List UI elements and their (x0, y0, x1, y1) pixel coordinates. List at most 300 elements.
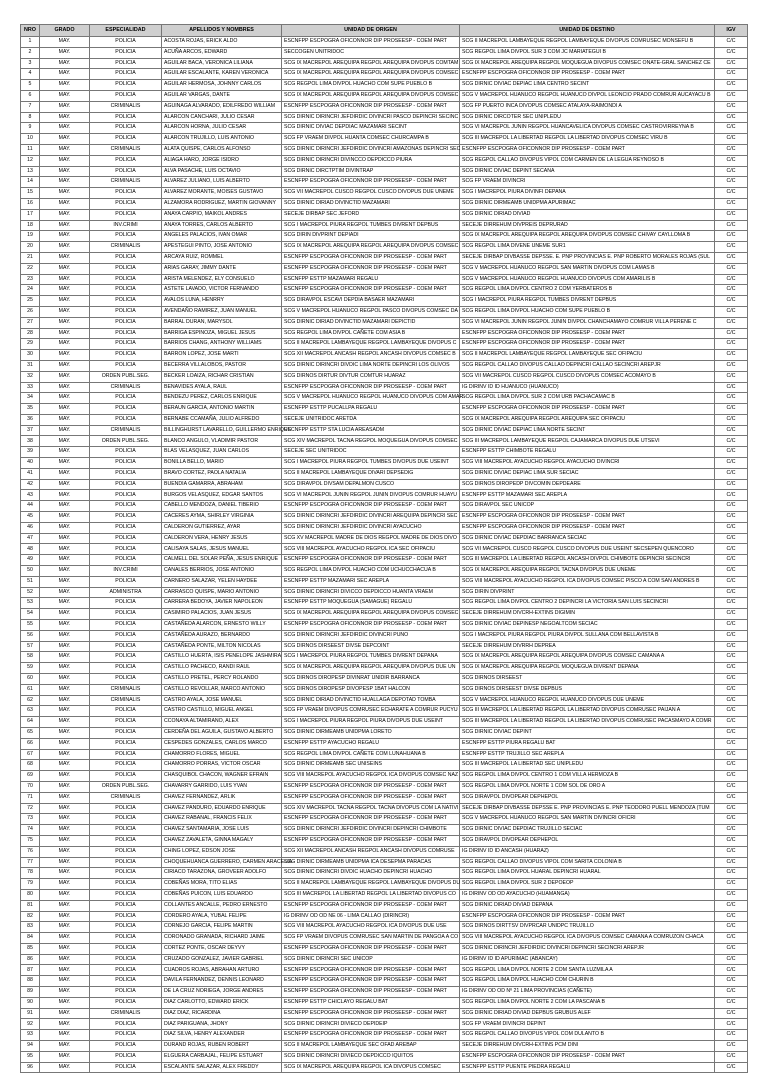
cell-unidad-destino: ESCNFPP ESCPOGRA OFICONNOR DIP PROSEESP - COEM PART (460, 512, 715, 523)
cell-unidad-origen: ESCNFPP ESCPOGRA OFICONNOR DIP PROSEESP - COEM PART (282, 501, 460, 512)
cell-nro: 39 (21, 447, 40, 458)
cell-name: ANAYA CARPIO, MAIKOL ANDRES (162, 209, 282, 220)
cell-grado: MAY. (40, 328, 90, 339)
table-row (21, 965, 748, 976)
cell-nro: 5 (21, 80, 40, 91)
cell-name: ALARCON TRUJILLO, LUIS ANTONIO (162, 134, 282, 145)
table-row (21, 414, 748, 425)
cell-igv: C/C (715, 274, 748, 285)
cell-especialidad: POLICIA (90, 555, 162, 566)
cell-name: AGUINAGA ALVARADO, EDILFREDO WILLIAM (162, 101, 282, 112)
cell-unidad-destino: SCG REGPOL LIMA DIVPOL SUR 2 DEPOEOP (460, 879, 715, 890)
table-row (21, 382, 748, 393)
cell-grado: MAY. (40, 900, 90, 911)
cell-unidad-origen: SCG DIRNIC DIRMEAMB UNIDPMA LORETO (282, 727, 460, 738)
table-row (21, 803, 748, 814)
cell-name: ARCAYA RUIZ, ROMMEL (162, 252, 282, 263)
cell-igv: C/C (715, 760, 748, 771)
table-row (21, 533, 748, 544)
cell-igv: C/C (715, 900, 748, 911)
cell-unidad-origen: SCG DIRNIC DIRINCRI DIVDIC HUACHO DEPINCRI HUACHO (282, 868, 460, 879)
cell-especialidad: POLICIA (90, 360, 162, 371)
cell-nro: 38 (21, 436, 40, 447)
cell-unidad-origen: ESCNFPP ESTTP MOQUEGUA (SAMAGUE) REGALU (282, 598, 460, 609)
cell-especialidad: POLICIA (90, 1019, 162, 1030)
cell-unidad-origen: SCG DIRNIC DIRINCRI DIVIECO DEPIDEIP (282, 1019, 460, 1030)
cell-especialidad: CRIMINALIS (90, 695, 162, 706)
cell-especialidad: POLICIA (90, 630, 162, 641)
cell-especialidad: POLICIA (90, 285, 162, 296)
cell-unidad-origen: SCG II MACREPOL LAMBAYEQUE REGPOL LAMBAYEQUE DIVOPUS C (282, 339, 460, 350)
cell-unidad-origen: SCG REGPOL LIMA DIVPOL HUACHO COM SUPE PUEBLO B (282, 80, 460, 91)
table-row (21, 576, 748, 587)
cell-nro: 18 (21, 220, 40, 231)
cell-especialidad: POLICIA (90, 490, 162, 501)
cell-especialidad: POLICIA (90, 673, 162, 684)
cell-name: CHING LOPEZ, EDSON JOSE (162, 846, 282, 857)
cell-especialidad: POLICIA (90, 479, 162, 490)
cell-unidad-origen: ESCNFPP ESCPOGRA OFICONNOR DIP PROSEESP - COEM PART (282, 781, 460, 792)
cell-especialidad: POLICIA (90, 641, 162, 652)
cell-name: CORDERO AYALA, YUBAL FELIPE (162, 911, 282, 922)
cell-unidad-destino: SECEJE DIRREHUM DIVPREIS DEPRURAD (460, 220, 715, 231)
cell-unidad-origen: ESCNFPP ESCPOGRA OFICONNOR DIP PROSEESP - COEM PART (282, 382, 460, 393)
cell-name: CASTAÑEDA PONTE, MILTON NICOLAS (162, 641, 282, 652)
cell-unidad-origen: SECEJE UNITRIDOC ARETDA (282, 414, 460, 425)
cell-name: CASTAÑEDA ALARCON, ERNESTO WILLY (162, 619, 282, 630)
cell-especialidad: POLICIA (90, 997, 162, 1008)
cell-unidad-origen: ESCNFPP ESCPOGRA OFICONNOR DIP PROSEESP - COEM PART (282, 101, 460, 112)
cell-especialidad: POLICIA (90, 879, 162, 890)
cell-especialidad: POLICIA (90, 252, 162, 263)
cell-nro: 94 (21, 1041, 40, 1052)
cell-unidad-destino: ESCNFPP ESCPOGRA OFICONNOR DIP PROSEESP - COEM PART (460, 1051, 715, 1062)
cell-especialidad: POLICIA (90, 846, 162, 857)
cell-unidad-destino: SCG DIRNOS DIRSEEST (460, 673, 715, 684)
cell-name: BILLINGHURST LAVARELLO, GUILLERMO ENRIQUE (162, 425, 282, 436)
cell-unidad-origen: SCG IX MACREPOL AREQUIPA REGPOL AREQUIPA DIVOPUS COMSEC (282, 609, 460, 620)
cell-especialidad: POLICIA (90, 619, 162, 630)
cell-unidad-origen: ESCNFPP ESTTP AYACUCHO REGALU (282, 738, 460, 749)
table-row (21, 458, 748, 469)
cell-nro: 15 (21, 188, 40, 199)
cell-nro: 62 (21, 695, 40, 706)
cell-nro: 20 (21, 242, 40, 253)
cell-igv: C/C (715, 987, 748, 998)
cell-nro: 56 (21, 630, 40, 641)
cell-unidad-destino: SCG DIRNIC DIRIAD DIVIAD DEPBUS GRUBUS ALEF (460, 1008, 715, 1019)
cell-unidad-origen: ESCNFPP ESCPOGRA OFICONNOR DIP PROSEESP - COEM PART (282, 1008, 460, 1019)
cell-name: CASTRO CASTILLO, MIGUEL ANGEL (162, 706, 282, 717)
table-row (21, 285, 748, 296)
cell-unidad-origen: SCG DIRNIC DIRINCRI DIVICCO DEPDICCO HUANTA VRAEM (282, 587, 460, 598)
cell-igv: C/C (715, 792, 748, 803)
cell-igv: C/C (715, 112, 748, 123)
table-row (21, 943, 748, 954)
cell-unidad-destino: SCG DIRNIC DIVIAC DEPINESP NEGOALTCOM SECIAC (460, 619, 715, 630)
cell-name: AVENDAÑO RAMIREZ, JUAN MANUEL (162, 306, 282, 317)
cell-unidad-destino: ESCNFPP ESCPOGRA OFICONNOR DIP PROSEESP - COEM PART (460, 69, 715, 80)
cell-igv: C/C (715, 285, 748, 296)
cell-igv: C/C (715, 1030, 748, 1041)
cell-especialidad: POLICIA (90, 943, 162, 954)
cell-name: CACERES AYMA, SHIRLEY VIRGINIA (162, 512, 282, 523)
cell-igv: C/C (715, 652, 748, 663)
cell-especialidad: CRIMINALIS (90, 792, 162, 803)
cell-especialidad: POLICIA (90, 663, 162, 674)
cell-igv: C/C (715, 911, 748, 922)
cell-especialidad: CRIMINALIS (90, 382, 162, 393)
cell-especialidad: POLICIA (90, 727, 162, 738)
cell-igv: C/C (715, 188, 748, 199)
cell-nro: 63 (21, 706, 40, 717)
table-row (21, 166, 748, 177)
cell-nro: 33 (21, 382, 40, 393)
cell-igv: C/C (715, 90, 748, 101)
cell-nro: 47 (21, 533, 40, 544)
cell-especialidad: POLICIA (90, 933, 162, 944)
cell-unidad-origen: SCG VIII MACREPOL AYACUCHO REGPOL ICA SEC OFIPACIU (282, 544, 460, 555)
cell-igv: C/C (715, 544, 748, 555)
cell-nro: 93 (21, 1030, 40, 1041)
cell-grado: MAY. (40, 501, 90, 512)
cell-unidad-destino: ESCNFPP ESCPOGRA OFICONNOR DIP PROSEESP - COEM PART (460, 404, 715, 415)
cell-unidad-destino: ESCNFPP ESCPOGRA OFICONNOR DIP PROSEESP - COEM PART (460, 144, 715, 155)
cell-unidad-destino: SCG V MACREPOL HUANUCO REGPOL SAN MARTIN DIVOPUS COM LAMAS B (460, 263, 715, 274)
cell-unidad-destino: ESCNFPP ESCPOGRA OFICONNOR DIP PROSEESP - COEM PART (460, 328, 715, 339)
table-row (21, 328, 748, 339)
cell-name: ELGUERA CARBAJAL, FELIPE ESTUART (162, 1051, 282, 1062)
table-row (21, 695, 748, 706)
cell-igv: C/C (715, 1019, 748, 1030)
cell-unidad-destino: SCG REGPOL LIMA DIVPOL HUARAL DEPINCRI HUARAL (460, 868, 715, 879)
cell-unidad-destino: SCG REGPOL LIMA DIVPOL NORTE 2 COM LA PASCANA B (460, 997, 715, 1008)
cell-unidad-origen: SCG DIRNIC DIRINCRI JEFDIRDIC DIVINCRI PUNO (282, 630, 460, 641)
cell-unidad-origen: SCG DIRNIC DIRINCRI JEFDIRDIC DIVINCRI PASCO DEPINCRI SECINC (282, 112, 460, 123)
table-row (21, 857, 748, 868)
cell-nro: 40 (21, 458, 40, 469)
cell-grado: MAY. (40, 468, 90, 479)
cell-unidad-origen: ESCNFPP ESCPOGRA OFICONNOR DIP PROSEESP - COEM PART (282, 263, 460, 274)
cell-especialidad: POLICIA (90, 598, 162, 609)
table-row (21, 598, 748, 609)
cell-grado: MAY. (40, 922, 90, 933)
cell-unidad-destino: SCG II MACREPOL LAMBAYEQUE REGPOL LAMBAYEQUE DIVOPUS COMRUSEC MONSEFU B (460, 37, 715, 48)
cell-grado: MAY. (40, 393, 90, 404)
cell-unidad-destino: SCG II MACREPOL LAMBAYEQUE REGPOL LAMBAYEQUE SEC OFIPACIU (460, 350, 715, 361)
table-row (21, 209, 748, 220)
cell-especialidad: POLICIA (90, 522, 162, 533)
table-row (21, 350, 748, 361)
cell-unidad-destino: IG DIRINV ID ID HUANUCO (HUANUCO) (460, 382, 715, 393)
cell-grado: MAY. (40, 231, 90, 242)
cell-nro: 13 (21, 166, 40, 177)
cell-unidad-destino: SCG III MACREPOL LA LIBERTAD REGPOL LA LIBERTAD DIVOPUS COMRUSEC PACASMAYO A COMR (460, 717, 715, 728)
cell-unidad-origen: SCG REGPOL LIMA DIVPOL HUACHO COM UCHUCCHACUA B (282, 566, 460, 577)
cell-unidad-origen: SCG VIII MACREPOL AYACUCHO REGPOL ICA DIVOPUS COMSEC NAZ (282, 771, 460, 782)
cell-unidad-destino: SCG DIRNIC DIVIAC DEPIAC LIMA SUR SECIAC (460, 468, 715, 479)
table-row (21, 339, 748, 350)
cell-unidad-destino: SCG REGPOL LIMA DIVPOL NORTE 2 COM SANTA LUZMILA A (460, 965, 715, 976)
cell-grado: MAY. (40, 144, 90, 155)
cell-nro: 4 (21, 69, 40, 80)
cell-nro: 7 (21, 101, 40, 112)
cell-unidad-origen: SECEJE SEC UNITRIDOC (282, 447, 460, 458)
cell-grado: MAY. (40, 252, 90, 263)
cell-especialidad: POLICIA (90, 738, 162, 749)
cell-nro: 75 (21, 835, 40, 846)
cell-nro: 21 (21, 252, 40, 263)
table-row (21, 544, 748, 555)
cell-nro: 66 (21, 738, 40, 749)
table-row (21, 619, 748, 630)
cell-grado: MAY. (40, 609, 90, 620)
cell-unidad-origen: SCG I MACREPOL PIURA REGPOL PIURA DIVOPUS DUE USEINT (282, 717, 460, 728)
cell-unidad-origen: SCG DIRNIC DIRCTPTIM DIVINTRAP (282, 166, 460, 177)
cell-especialidad: POLICIA (90, 512, 162, 523)
cell-name: ARIAS GARAY, JIMMY DANTE (162, 263, 282, 274)
cell-unidad-origen: SCG DIRNOS DIRSEEST DIVSE DEPCOINT (282, 641, 460, 652)
cell-grado: MAY. (40, 263, 90, 274)
cell-grado: MAY. (40, 512, 90, 523)
cell-grado: MAY. (40, 879, 90, 890)
cell-especialidad: POLICIA (90, 393, 162, 404)
cell-unidad-origen: SCG DIRAVPOL ESCAVI DEPDIA BASAER MAZAMARI (282, 296, 460, 307)
cell-igv: C/C (715, 630, 748, 641)
cell-grado: MAY. (40, 90, 90, 101)
cell-igv: C/C (715, 512, 748, 523)
cell-nro: 87 (21, 965, 40, 976)
table-row (21, 1008, 748, 1019)
cell-grado: MAY. (40, 112, 90, 123)
cell-unidad-origen: ESCNFPP ESCPOGRA OFICONNOR DIP PROSEESP - COEM PART (282, 252, 460, 263)
cell-igv: C/C (715, 458, 748, 469)
cell-nro: 17 (21, 209, 40, 220)
cell-name: CORONADO GRANADA, RICHARD JAIME (162, 933, 282, 944)
cell-igv: C/C (715, 835, 748, 846)
cell-grado: MAY. (40, 296, 90, 307)
cell-nro: 57 (21, 641, 40, 652)
cell-name: BENDEZU PEREZ, CARLOS ENRIQUE (162, 393, 282, 404)
cell-especialidad: POLICIA (90, 274, 162, 285)
table-row (21, 220, 748, 231)
cell-nro: 64 (21, 717, 40, 728)
table-row (21, 306, 748, 317)
cell-unidad-origen: ESCNFPP ESCPOGRA OFICONNOR DIP PROSEESP - COEM PART (282, 1030, 460, 1041)
cell-nro: 76 (21, 846, 40, 857)
cell-unidad-origen: ESCNFPP ESTTP STA LUCIA AREASADM (282, 425, 460, 436)
cell-name: ALARCON CANCHARI, JULIO CESAR (162, 112, 282, 123)
cell-nro: 27 (21, 317, 40, 328)
cell-unidad-origen: SCG DIRNIC DIRMEAMB SEC UNISEINS (282, 760, 460, 771)
cell-igv: C/C (715, 479, 748, 490)
cell-especialidad: POLICIA (90, 209, 162, 220)
table-row (21, 630, 748, 641)
table-row (21, 673, 748, 684)
table-row (21, 252, 748, 263)
cell-unidad-destino: ESCNFPP ESCPOGRA OFICONNOR DIP PROSEESP - COEM PART (460, 339, 715, 350)
cell-grado: MAY. (40, 825, 90, 836)
table-row (21, 436, 748, 447)
cell-especialidad: POLICIA (90, 47, 162, 58)
cell-nro: 36 (21, 414, 40, 425)
cell-especialidad: POLICIA (90, 889, 162, 900)
cell-grado: MAY. (40, 371, 90, 382)
table-row (21, 566, 748, 577)
table-row (21, 835, 748, 846)
cell-unidad-origen: SCG FP VRAEM DIVPOL HUANTA COMSEC CHURCAMPA B (282, 134, 460, 145)
cell-unidad-origen: SCG DIRNIC DIRINCRI DIVIECO DEPDICCO IQUITOS (282, 1051, 460, 1062)
column-header-unidad-destino: UNIDAD DE DESTINO (460, 25, 715, 37)
cell-nro: 70 (21, 781, 40, 792)
cell-name: DE LA CRUZ NORIEGA, JORGE ANDRES (162, 987, 282, 998)
cell-especialidad: INV.CRIMI (90, 220, 162, 231)
cell-igv: C/C (715, 58, 748, 69)
cell-unidad-destino: SCG REGPOL LIMA DIVPOL NORTE 1 COM SOL DE ORO A (460, 781, 715, 792)
cell-igv: C/C (715, 296, 748, 307)
table-row (21, 155, 748, 166)
cell-unidad-destino: SCG FP VRAEM DIVINCRI DEPINT (460, 1019, 715, 1030)
cell-nro: 51 (21, 576, 40, 587)
cell-unidad-destino: ESCNFPP ESTTP TRUJILLO SEC AREPLA (460, 749, 715, 760)
cell-unidad-origen: SCG DIRNIC DIRINCRI JEFDIRDIC DIVINCRI DEPINCRI CHIMBOTE (282, 825, 460, 836)
cell-unidad-destino: SCG VII MACREPOL CUSCO REGPOL CUSCO DIVOPUS DUE USEINT SECSEPEN QUENCORO (460, 544, 715, 555)
cell-unidad-destino: SCG VI MACREPOL JUNIN REGPOL HUANCAVELICA DIVOPUS COMSEC CASTROVIRREYNA B (460, 123, 715, 134)
cell-especialidad: CRIMINALIS (90, 1008, 162, 1019)
table-row (21, 468, 748, 479)
cell-unidad-destino: SCG IX MACREPOL AREQUIPA REGPOL MOQUEGUA DIVOPUS COMSEC ONATE-GRAL SANCHEZ CE (460, 58, 715, 69)
cell-unidad-origen: ESCNFPP ESCPOGRA OFICONNOR DIP PROSEESP - COEM PART (282, 555, 460, 566)
cell-unidad-destino: IG DIRINV OD OD AYACUCHO (HUAMANGA) (460, 889, 715, 900)
cell-unidad-origen: SCG IX MACREPOL AREQUIPA REGPOL AREQUIPA DIVOPUS COMSEC (282, 242, 460, 253)
cell-unidad-origen: SCG FP VRAEM DIVOPUS COMRUSEC SAN MARTIN DE PANGOA A CO (282, 933, 460, 944)
table-row (21, 490, 748, 501)
cell-unidad-destino: SCG IX MACREPOL AREQUIPA REGPOL TACNA DIVOPUS DUE UNEME (460, 566, 715, 577)
cell-name: ASTETE LAVADO, VICTOR FERNANDO (162, 285, 282, 296)
cell-unidad-origen: SCG III MACREPOL LA LIBERTAD REGPOL LA LIBERTAD DIVOPUS CO (282, 889, 460, 900)
cell-especialidad: POLICIA (90, 749, 162, 760)
cell-name: BARRIGA ESPINOZA, MIGUEL JESUS (162, 328, 282, 339)
cell-unidad-origen: SCG II MACREPOL LAMBAYEQUE REGPOL LAMBAYEQUE DIVOPUS DU (282, 879, 460, 890)
cell-especialidad: POLICIA (90, 900, 162, 911)
cell-nro: 59 (21, 663, 40, 674)
cell-unidad-origen: SCG DIRNIC DIRINCRI JEFDIRDIC DIVINCRI AREQUIPA DEPINCRI SEC (282, 512, 460, 523)
cell-igv: C/C (715, 889, 748, 900)
cell-unidad-destino: ESCNFPP ESTTP CHIMBOTE REGALU (460, 447, 715, 458)
table-row (21, 69, 748, 80)
cell-grado: MAY. (40, 198, 90, 209)
cell-unidad-destino: SCG DIRAVPOL DIVOPEAR DEPHEPOL (460, 792, 715, 803)
cell-igv: C/C (715, 231, 748, 242)
cell-igv: C/C (715, 328, 748, 339)
cell-igv: C/C (715, 587, 748, 598)
cell-especialidad: ADMINISTRA (90, 587, 162, 598)
cell-grado: MAY. (40, 306, 90, 317)
table-row (21, 727, 748, 738)
cell-igv: C/C (715, 47, 748, 58)
cell-igv: C/C (715, 814, 748, 825)
cell-especialidad: POLICIA (90, 404, 162, 415)
cell-unidad-origen: SCG VIII MACREPOL AYACUCHO REGPOL ICA DIVOPUS DUE USE (282, 922, 460, 933)
cell-nro: 44 (21, 501, 40, 512)
cell-name: CANALES BERRIOS, JOSE ANTONIO (162, 566, 282, 577)
cell-grado: MAY. (40, 684, 90, 695)
cell-especialidad: POLICIA (90, 803, 162, 814)
cell-nro: 26 (21, 306, 40, 317)
cell-unidad-origen: SCG DIRNOS DIROPESP DIVINRAT UNIDIR BARRANCA (282, 673, 460, 684)
cell-name: AVALOS LUNA, HENRRY (162, 296, 282, 307)
cell-especialidad: POLICIA (90, 166, 162, 177)
cell-unidad-destino: SCG DIRNIC DIVIAC DEPIAC LIMA NORTE SECINT (460, 425, 715, 436)
cell-nro: 22 (21, 263, 40, 274)
cell-unidad-origen: SCG I MACREPOL PIURA REGPOL TUMBES DIVOPUS DUE USEINT (282, 458, 460, 469)
cell-name: DURAND ROJAS, RUBEN ROBERT (162, 1041, 282, 1052)
cell-igv: C/C (715, 771, 748, 782)
cell-igv: C/C (715, 425, 748, 436)
table-row (21, 738, 748, 749)
cell-unidad-destino: IG DIRINV ID ID ANCASH (HUARAZ) (460, 846, 715, 857)
cell-unidad-origen: SCG DIRNIC DIRINCRI JEFDIRDIC DIVINCRI AMAZONAS DEPINCRI SEC (282, 144, 460, 155)
cell-igv: C/C (715, 447, 748, 458)
column-header-nro: NRO (21, 25, 40, 37)
cell-igv: C/C (715, 846, 748, 857)
cell-unidad-destino: SCG V MACREPOL HUANUCO REGPOL HUANUCO DIVPOL LEONCIO PRADO COMRUR AUCAYACU B (460, 90, 715, 101)
cell-nro: 46 (21, 522, 40, 533)
table-row (21, 522, 748, 533)
cell-name: CALMELL DEL SOLAR PEÑA, JESUS ENRIQUE (162, 555, 282, 566)
cell-nro: 14 (21, 177, 40, 188)
cell-nro: 60 (21, 673, 40, 684)
cell-nro: 30 (21, 350, 40, 361)
cell-unidad-destino: IG DIRINV ID ID APURIMAC (ABANCAY) (460, 954, 715, 965)
cell-name: ARISTA MELENDEZ, ELY CONSUELO (162, 274, 282, 285)
cell-unidad-origen: SCG DIRNOS DIRTUR DIVTUR COMTUR HUARAZ (282, 371, 460, 382)
cell-name: BECERRA VILLALOBOS, PASTOR (162, 360, 282, 371)
cell-unidad-destino: SCG FP PUERTO INCA DIVOPUS COMSEC ATALAYA-RAIMONDI A (460, 101, 715, 112)
cell-name: CERDEÑA DEL AGUILA, GUSTAVO ALBERTO (162, 727, 282, 738)
cell-name: ALARCON HORNA, JULIO CESAR (162, 123, 282, 134)
table-row (21, 360, 748, 371)
table-row (21, 684, 748, 695)
cell-nro: 69 (21, 771, 40, 782)
cell-unidad-origen: SCG V MACREPOL HUANUCO REGPOL HUANUCO DIVOPUS COM AMAR (282, 393, 460, 404)
cell-grado: MAY. (40, 458, 90, 469)
cell-name: DIAZ SILVA, HENRY ALEXANDER (162, 1030, 282, 1041)
cell-grado: MAY. (40, 404, 90, 415)
cell-grado: MAY. (40, 717, 90, 728)
cell-especialidad: POLICIA (90, 609, 162, 620)
cell-grado: MAY. (40, 555, 90, 566)
cell-unidad-destino: SCG IX MACREPOL AREQUIPA REGPOL AREQUIPA DIVOPUS COMSEC CAMANA A (460, 652, 715, 663)
cell-unidad-origen: ESCNFPP ESCPOGRA OFICONNOR DIP PROSEESP - COEM PART (282, 965, 460, 976)
cell-especialidad: CRIMINALIS (90, 144, 162, 155)
cell-grado: MAY. (40, 760, 90, 771)
cell-grado: MAY. (40, 641, 90, 652)
cell-igv: C/C (715, 598, 748, 609)
cell-igv: C/C (715, 576, 748, 587)
cell-igv: C/C (715, 414, 748, 425)
cell-unidad-destino: SCG VIII MACREPOL AYACUCHO REGPOL AYACUCHO DIVINCRI (460, 458, 715, 469)
cell-unidad-destino: SCG VII MACREPOL CUSCO REGPOL CUSCO DIVOPUS COMSEC ACOMAYO B (460, 371, 715, 382)
column-header-name: APELLIDOS Y NOMBRES (162, 25, 282, 37)
cell-igv: C/C (715, 263, 748, 274)
cell-name: DIAZ DIAZ, RICARDINA (162, 1008, 282, 1019)
cell-especialidad: POLICIA (90, 263, 162, 274)
cell-especialidad: CRIMINALIS (90, 425, 162, 436)
cell-igv: C/C (715, 436, 748, 447)
cell-igv: C/C (715, 69, 748, 80)
cell-name: CASIMIRO PALACIOS, JUAN JESUS (162, 609, 282, 620)
